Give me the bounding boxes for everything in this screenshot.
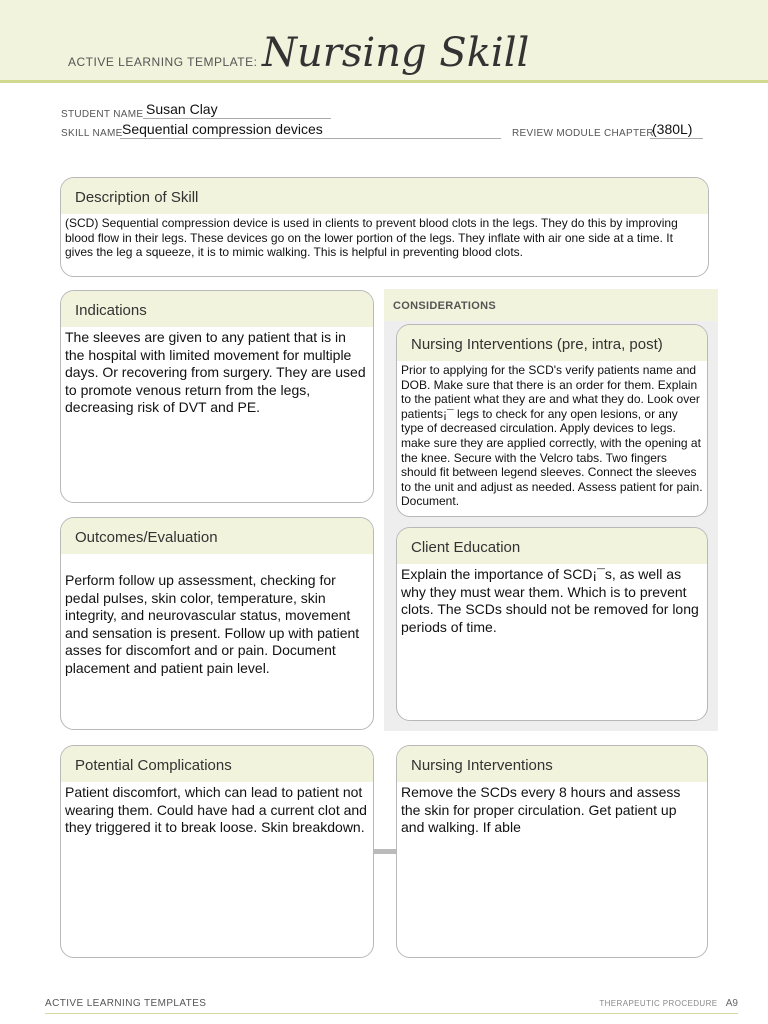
skill-name-underline: [120, 138, 501, 139]
footer-rule: [45, 1013, 738, 1014]
connector-bar: [373, 849, 397, 854]
review-module-label: REVIEW MODULE CHAPTER: [512, 128, 654, 139]
student-name-label: STUDENT NAME: [61, 109, 144, 120]
nursing-interventions-title: Nursing Interventions: [397, 746, 707, 782]
skill-name-label: SKILL NAME: [61, 128, 123, 139]
footer-page-number: A9: [725, 998, 738, 1009]
outcomes-title: Outcomes/Evaluation: [61, 518, 373, 554]
footer-section-label: THERAPEUTIC PROCEDURE: [599, 999, 718, 1008]
indications-card: [60, 290, 374, 503]
template-label: ACTIVE LEARNING TEMPLATE:: [68, 55, 258, 69]
review-module-field[interactable]: (380L): [652, 121, 693, 137]
client-education-card: [396, 527, 708, 721]
outcomes-text[interactable]: Perform follow up assessment, checking for pedal pulses, skin color, temperature, skin integrity, and neurovascular status, movement and sensation is present. Follow up with patient asses for discomfort and or pain. Document placement and patient pain level.: [65, 572, 360, 676]
outcomes-card: [60, 517, 374, 730]
complications-card: [60, 745, 374, 958]
student-name-underline: [143, 118, 331, 119]
nursing-interventions-card: [396, 745, 708, 958]
student-name-field[interactable]: Susan Clay: [146, 101, 218, 117]
nursing-interventions-pre-text[interactable]: Prior to applying for the SCD's verify patients name and DOB. Make sure that there is an order for them. Explain to the patient what they are and what they do. Look over patients¡¯ legs to check for any open lesions, or any type of decreased circulation. Apply devices to legs. make sure they are applied correctly, with the opening at the knee. Secure with the Velcro tabs. Two fingers should fit between legend sleeves. Connect the sleeves to the unit and adjust as needed. Assess patient for pain. Document.: [401, 363, 703, 509]
footer-left-label: ACTIVE LEARNING TEMPLATES: [45, 998, 207, 1009]
description-card: [60, 177, 709, 277]
description-text[interactable]: (SCD) Sequential compression device is used in clients to prevent blood clots in the legs. They do this by improving blood flow in their legs. These devices go on the lower portion of the legs. They inflate with air one side at a time. It gives the leg a squeeze, it is to mimic walking. This is helpful in preventing blood clots.: [65, 216, 678, 260]
complications-text[interactable]: Patient discomfort, which can lead to patient not wearing them. Could have had a current clot and they triggered it to break loose. Skin breakdown.: [65, 784, 367, 835]
nursing-interventions-pre-card: [396, 324, 708, 517]
skill-name-field[interactable]: Sequential compression devices: [122, 121, 323, 137]
client-education-title: Client Education: [397, 528, 707, 564]
nursing-interventions-pre-title: Nursing Interventions (pre, intra, post): [397, 325, 707, 361]
indications-text[interactable]: The sleeves are given to any patient that is in the hospital with limited movement for multiple days. Or recovering from surgery. They are used to promote venous return from the legs, decreasing risk of DVT and PE.: [65, 329, 366, 415]
client-education-text[interactable]: Explain the importance of SCD¡¯s, as well as why they must wear them. Which is to prevent clots. The SCDs should not be removed for long periods of time.: [401, 566, 699, 635]
considerations-label: CONSIDERATIONS: [393, 300, 497, 312]
page-title: Nursing Skill: [262, 30, 530, 76]
review-module-underline: [650, 138, 703, 139]
indications-title: Indications: [61, 291, 373, 327]
footer-right: [599, 998, 738, 1009]
complications-title: Potential Complications: [61, 746, 373, 782]
nursing-interventions-text[interactable]: Remove the SCDs every 8 hours and assess the skin for proper circulation. Get patient up and walking. If able: [401, 784, 681, 835]
description-title: Description of Skill: [61, 178, 708, 214]
